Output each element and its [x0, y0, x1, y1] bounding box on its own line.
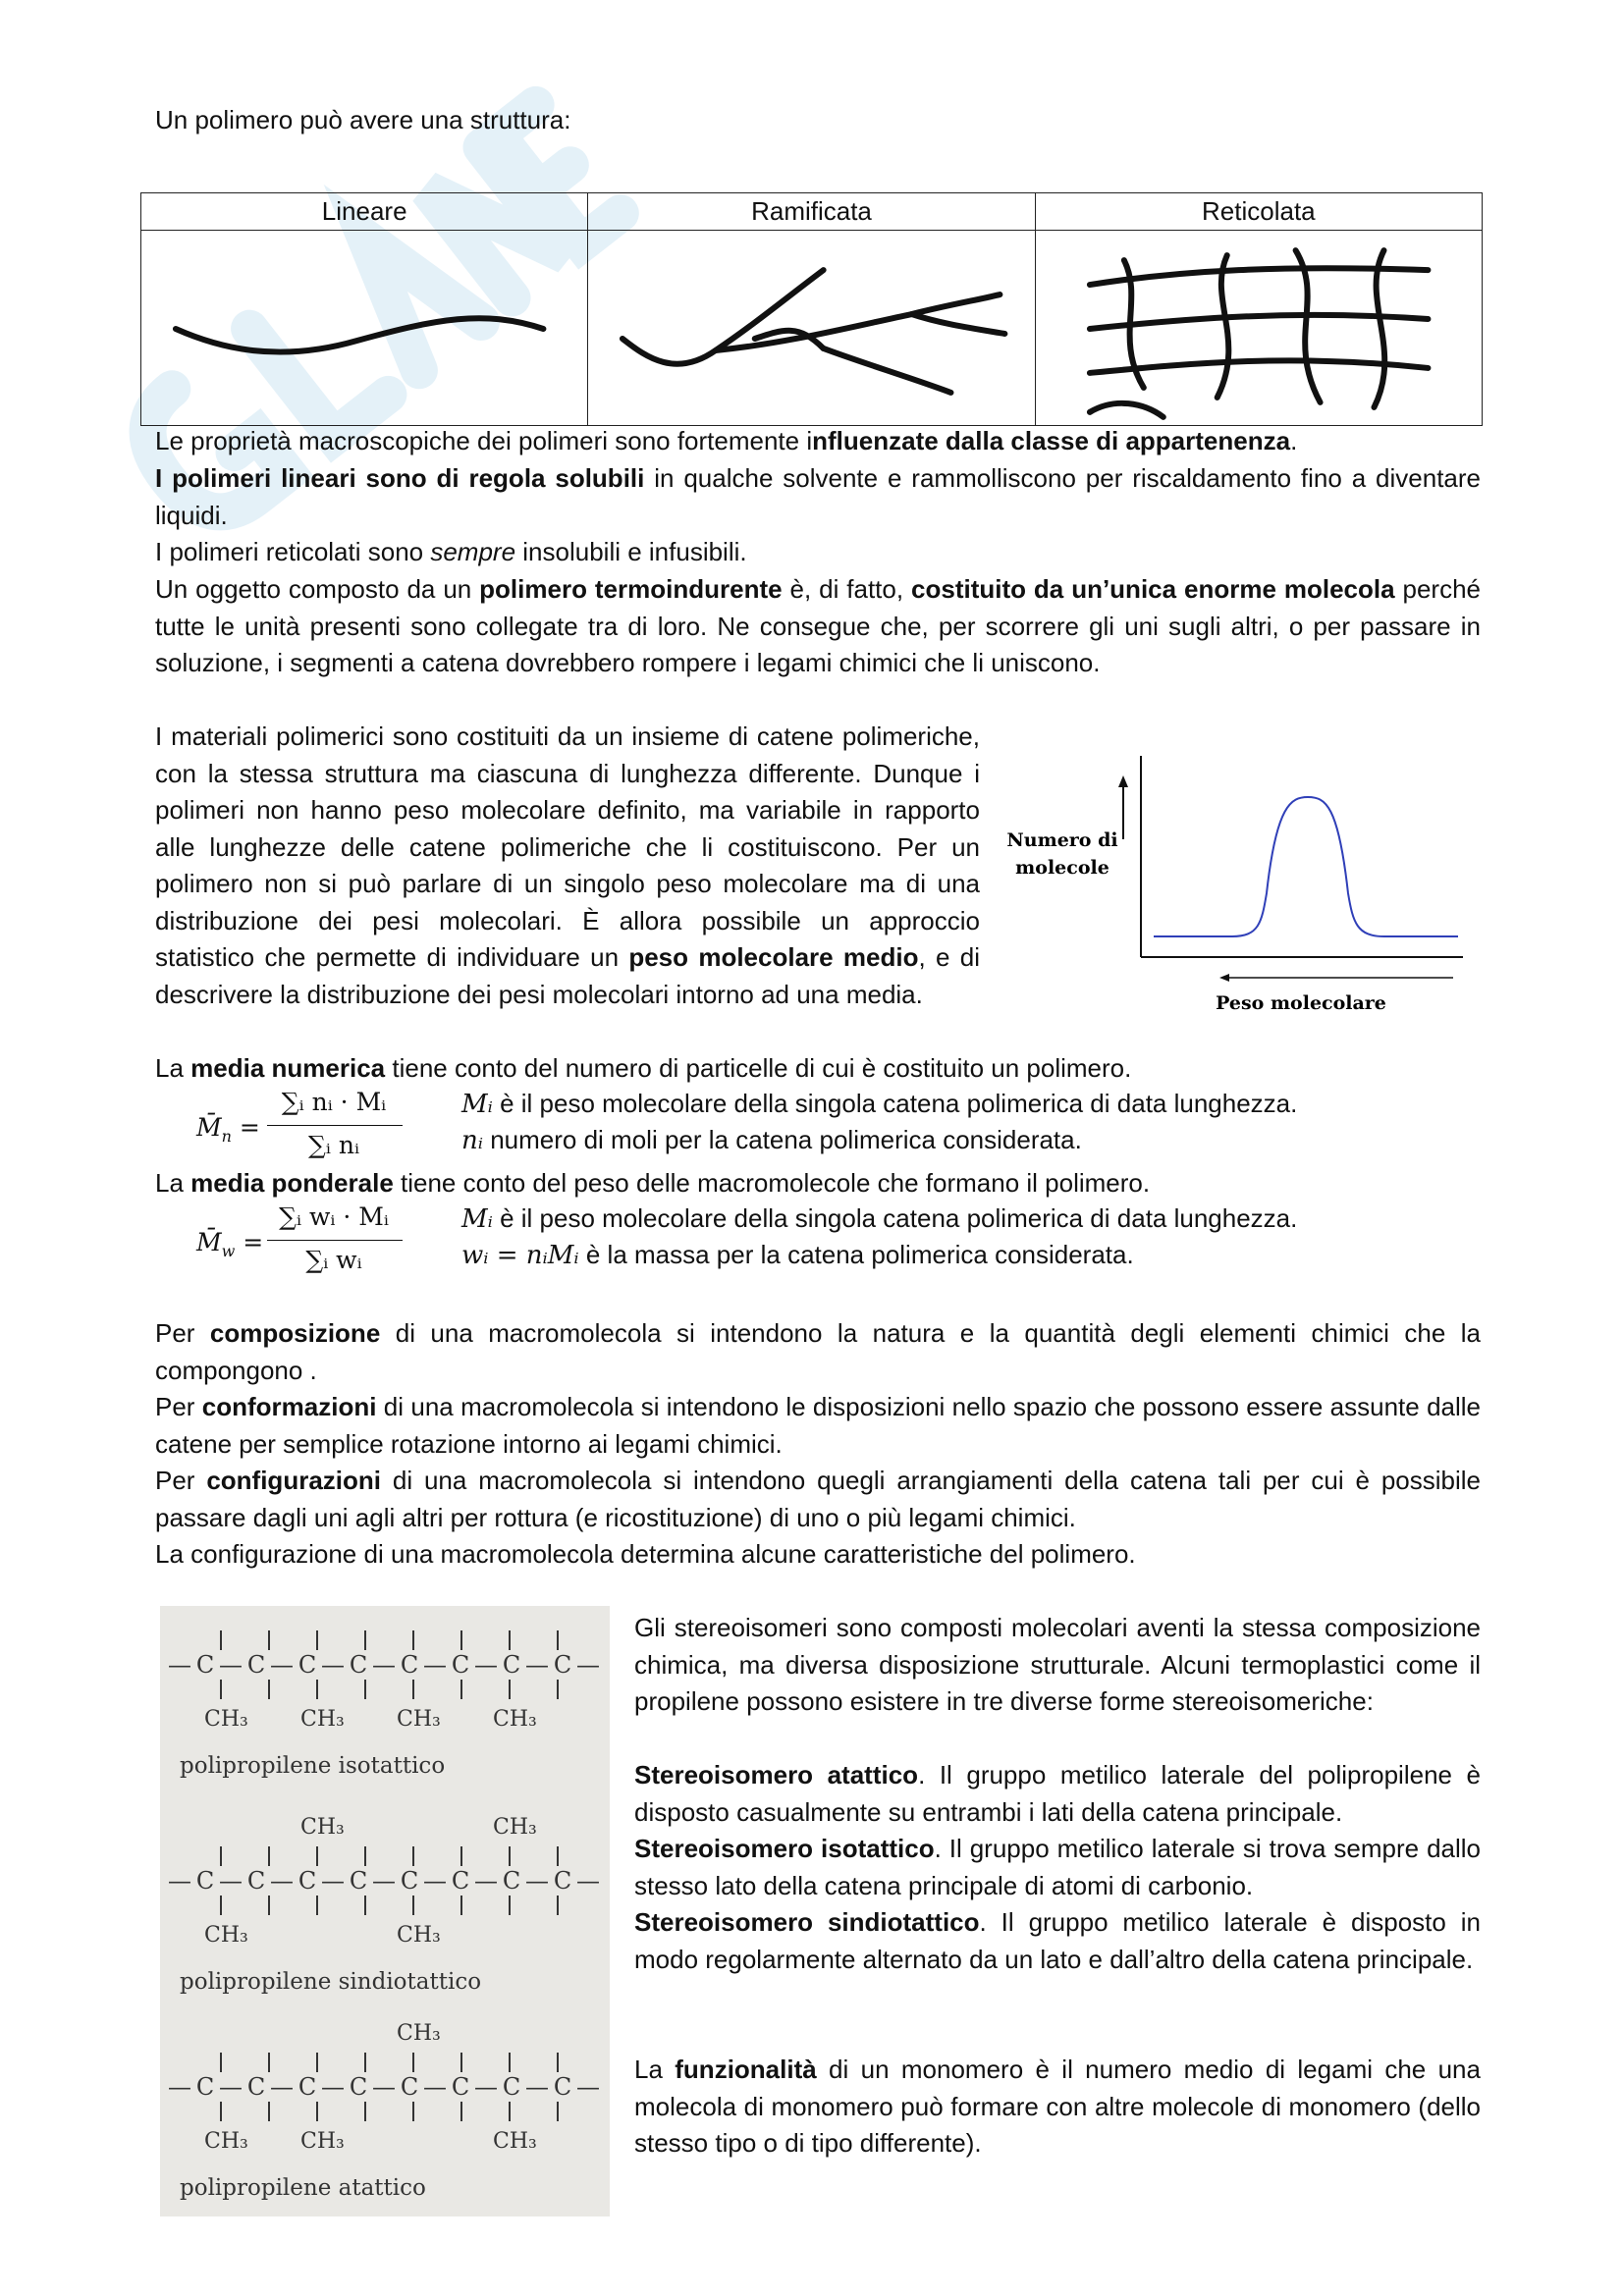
- stereoisomer-drawing: [160, 1606, 610, 2216]
- para-composizione: Per composizione di una macromolecola si intendono la natura e la quantità degli elementi chimici che la compongono .: [155, 1318, 1481, 1385]
- stereoisomer-figure: [160, 1606, 610, 2216]
- structure-table: [140, 192, 1483, 426]
- formula-mn-denominator: ∑ᵢ nᵢ: [308, 1131, 359, 1159]
- x-label: Peso molecolare: [1216, 992, 1386, 1014]
- label-atattico: polipropilene atattico: [180, 2175, 426, 2201]
- para-media-ponderale: La media ponderale tiene conto del peso delle macromolecole che formano il polimero.: [155, 1168, 1151, 1198]
- label-sindiotattico: polipropilene sindiotattico: [180, 1969, 482, 1995]
- para-isotattico: Stereoisomero isotattico. Il gruppo metilico laterale si trova sempre dallo stesso lato della catena principale di atomi di carbonio.: [634, 1834, 1481, 1900]
- svg-text:CH₃: CH₃: [493, 1815, 537, 1840]
- syndiotactic-chain: [168, 1815, 600, 1995]
- branched-chain-drawing: [588, 231, 1034, 425]
- isotactic-chain: [168, 1630, 600, 1779]
- crosslinked-network-drawing: [1036, 231, 1482, 425]
- svg-text:CH₃: CH₃: [300, 2129, 345, 2154]
- svg-text:CH₃: CH₃: [397, 2021, 441, 2046]
- para-media-numerica: La media numerica tiene conto del numero di particelle di cui è costituito un polimero.: [155, 1053, 1132, 1083]
- para-macroscopiche: Le proprietà macroscopiche dei polimeri sono fortemente influenzate dalla classe di appartenenza.: [155, 426, 1298, 455]
- para-distribuzione: I materiali polimerici sono costituiti da un insieme di catene polimeriche, con la stessa struttura ma ciascuna di lunghezza differente. Dunque i polimeri non hanno peso molecolare definito, ma variabile in rapporto alle lunghezze delle catene polimeriche che li costituiscono. Per un polimero non si può parlare di un singolo peso molecolare ma di una distribuzione dei pesi molecolari. È allora possibile un approccio statistico che permette di individuare un peso molecolare medio, e di descrivere la distribuzione dei pesi molecolari intorno ad una media.: [155, 721, 980, 1009]
- para-atattico: Stereoisomero atattico. Il gruppo metilico laterale del polipropilene è disposto casualmente su entrambi i lati della catena principale.: [634, 1760, 1481, 1827]
- svg-text:—C—C—C—C—C—C—C—C—: —C—C—C—C—C—C—C—C—: [168, 1651, 600, 1679]
- svg-text:CH₃: CH₃: [493, 2129, 537, 2154]
- molecular-weight-distribution-chart: [1001, 746, 1483, 1021]
- linear-chain-drawing: [141, 231, 587, 425]
- formula-mw-denominator: ∑ᵢ wᵢ: [305, 1246, 362, 1274]
- y-label-1: Numero di: [1006, 829, 1118, 851]
- svg-text:CH₃: CH₃: [204, 1923, 248, 1948]
- para-termoindurente: Un oggetto composto da un polimero termoindurente è, di fatto, costituito da un’unica enorme molecola perché tutte le unità presenti sono collegate tra di loro. Ne consegue che, per scorrere gli uni sugli altri, o per passare in soluzione, i segmenti a catena dovrebbero rompere i legami chimici che li uniscono.: [155, 574, 1481, 677]
- def-mi-numerica: Mᵢ è il peso molecolare della singola catena polimerica di data lunghezza.: [461, 1089, 1298, 1119]
- formula-mw-numerator: ∑ᵢ wᵢ · Mᵢ: [279, 1202, 389, 1231]
- para-configurazione-note: La configurazione di una macromolecola determina alcune caratteristiche del polimero.: [155, 1539, 1136, 1569]
- svg-text:CH₃: CH₃: [204, 2129, 248, 2154]
- label-isotattico: polipropilene isotattico: [180, 1753, 446, 1779]
- intro-text: Un polimero può avere una struttura:: [155, 105, 571, 134]
- formula-mn-lhs: $M̄_n$ =: [196, 1113, 260, 1146]
- svg-text:CH₃: CH₃: [397, 1707, 441, 1732]
- svg-text:CH₃: CH₃: [300, 1815, 345, 1840]
- atactic-chain: [168, 2021, 600, 2201]
- y-label-2: molecole: [1015, 857, 1109, 879]
- para-funzionalita: La funzionalità di un monomero è il numero medio di legami che una molecola di monomero può formare con altre molecole di monomero (dello stesso tipo o di tipo differente).: [634, 2055, 1481, 2158]
- header-lineare: Lineare: [141, 193, 588, 231]
- formula-mn-numerator: ∑ᵢ nᵢ · Mᵢ: [281, 1088, 387, 1116]
- svg-text:—C—C—C—C—C—C—C—C—: —C—C—C—C—C—C—C—C—: [168, 2073, 600, 2101]
- svg-text:CH₃: CH₃: [397, 1923, 441, 1948]
- def-wi: wᵢ = nᵢMᵢ è la massa per la catena polimerica considerata.: [461, 1240, 1134, 1270]
- cell-lineare: [141, 231, 588, 426]
- svg-text:CH₃: CH₃: [204, 1707, 248, 1732]
- para-sindiotattico: Stereoisomero sindiotattico. Il gruppo metilico laterale è disposto in modo regolarmente alternato da un lato e dall’altro della catena principale.: [634, 1907, 1481, 1974]
- header-ramificata: Ramificata: [588, 193, 1035, 231]
- distribution-curve: [1154, 797, 1458, 936]
- cell-ramificata: [588, 231, 1035, 426]
- x-arrow-icon: [1219, 974, 1229, 982]
- def-ni: nᵢ numero di moli per la catena polimerica considerata.: [461, 1125, 1082, 1155]
- svg-text:—C—C—C—C—C—C—C—C—: —C—C—C—C—C—C—C—C—: [168, 1867, 600, 1895]
- svg-text:CH₃: CH₃: [300, 1707, 345, 1732]
- cell-reticolata: [1035, 231, 1482, 426]
- para-configurazioni: Per configurazioni di una macromolecola si intendono quegli arrangiamenti della catena tali per cui è possibile passare dagli uni agli altri per rottura (e ricostituzione) di uno o più legami chimici.: [155, 1466, 1481, 1532]
- svg-text:CH₃: CH₃: [493, 1707, 537, 1732]
- header-reticolata: Reticolata: [1035, 193, 1482, 231]
- para-reticolati: I polimeri reticolati sono sempre insolubili e infusibili.: [155, 537, 747, 566]
- para-conformazioni: Per conformazioni di una macromolecola si intendono le disposizioni nello spazio che possono essere assunte dalle catene per semplice rotazione intorno ai legami chimici.: [155, 1392, 1482, 1459]
- para-lineari: I polimeri lineari sono di regola solubili in qualche solvente e rammolliscono per riscaldamento fino a diventare liquidi.: [155, 463, 1481, 530]
- formula-mw-lhs: $M̄_w$ =: [196, 1228, 264, 1260]
- para-stereo-intro: Gli stereoisomeri sono composti molecolari aventi la stessa composizione chimica, ma diversa disposizione strutturale. Alcuni termoplastici come il propilene possono esistere in tre diverse forme stereoisomeriche:: [634, 1613, 1481, 1716]
- def-mi-ponderale: Mᵢ è il peso molecolare della singola catena polimerica di data lunghezza.: [461, 1203, 1298, 1234]
